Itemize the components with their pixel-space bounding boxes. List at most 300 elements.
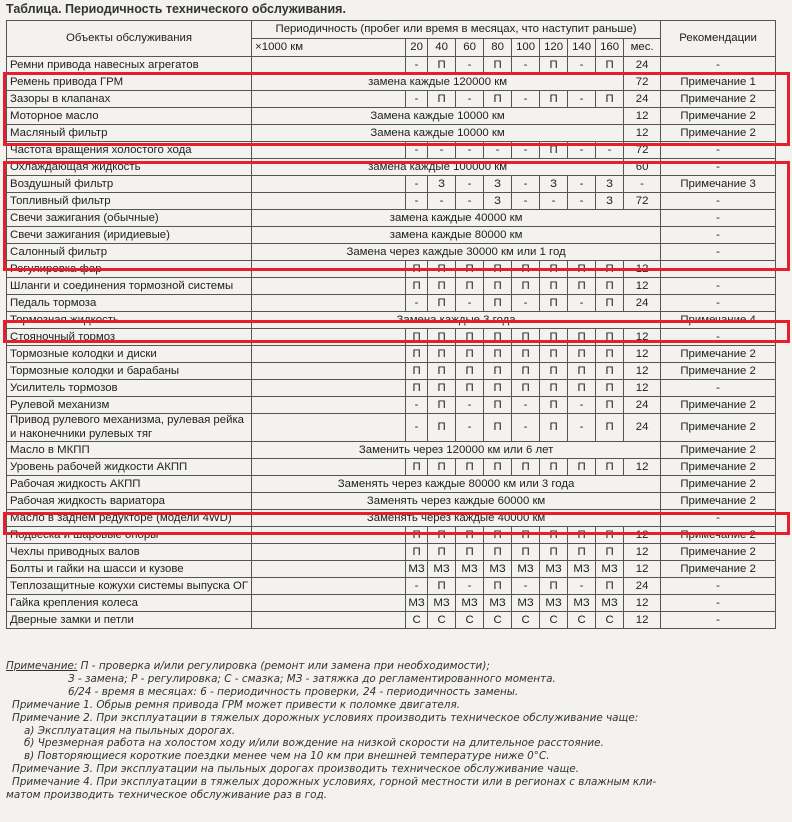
header-col-140: 140	[568, 39, 596, 57]
interval-cell: -	[406, 397, 428, 414]
note-text: в) Повторяющиеся короткие поездки менее чем на 10 км при внешней температуре ниже 0°С.	[24, 750, 550, 763]
interval-cell: -	[406, 578, 428, 595]
interval-cell: П	[540, 346, 568, 363]
interval-cell: П	[428, 578, 456, 595]
interval-cell: МЗ	[568, 595, 596, 612]
table-row	[7, 312, 776, 329]
interval-cell: П	[406, 278, 428, 295]
interval-cell: П	[512, 329, 540, 346]
interval-cell: -	[406, 91, 428, 108]
header-col-80: 80	[484, 39, 512, 57]
interval-cell: С	[484, 612, 512, 629]
interval-cell: -	[456, 193, 484, 210]
item-name: Салонный фильтр	[7, 244, 252, 261]
months-cell: 12	[624, 108, 661, 125]
interval-cell: З	[484, 193, 512, 210]
interval-span: Замена каждые 3 года	[252, 312, 661, 329]
interval-cell: П	[568, 363, 596, 380]
note-line	[6, 750, 788, 763]
recommendation-cell: Примечание 2	[661, 125, 776, 142]
interval-cell: П	[428, 527, 456, 544]
interval-cell: -	[512, 91, 540, 108]
interval-cell: П	[568, 544, 596, 561]
blank-cell	[252, 414, 406, 442]
item-name: Стояночный тормоз	[7, 329, 252, 346]
table-row	[7, 74, 776, 91]
interval-cell: -	[512, 295, 540, 312]
recommendation-cell: -	[661, 278, 776, 295]
months-cell: 12	[624, 595, 661, 612]
recommendation-cell: Примечание 2	[661, 544, 776, 561]
interval-cell: П	[428, 459, 456, 476]
interval-cell: -	[456, 397, 484, 414]
blank-cell	[252, 329, 406, 346]
note-label: Примечание:	[6, 660, 78, 672]
interval-cell: П	[406, 346, 428, 363]
interval-span: Заменять через каждые 80000 км или 3 года	[252, 476, 661, 493]
interval-cell: МЗ	[428, 595, 456, 612]
interval-span: Заменять через каждые 60000 км	[252, 493, 661, 510]
recommendation-cell: Примечание 2	[661, 442, 776, 459]
months-cell: 12	[624, 527, 661, 544]
interval-cell: П	[484, 380, 512, 397]
interval-cell: П	[484, 261, 512, 278]
interval-cell: П	[406, 459, 428, 476]
interval-cell: П	[568, 527, 596, 544]
item-name: Регулировка фар	[7, 261, 252, 278]
recommendation-cell: -	[661, 244, 776, 261]
recommendation-cell: -	[661, 510, 776, 527]
table-row	[7, 329, 776, 346]
blank-cell	[252, 295, 406, 312]
recommendation-cell: -	[661, 227, 776, 244]
table-row	[7, 510, 776, 527]
interval-cell: П	[406, 329, 428, 346]
interval-cell: -	[456, 176, 484, 193]
interval-cell: П	[512, 544, 540, 561]
interval-cell: П	[596, 329, 624, 346]
interval-cell: -	[596, 142, 624, 159]
item-name: Дверные замки и петли	[7, 612, 252, 629]
interval-cell: МЗ	[406, 561, 428, 578]
interval-cell: П	[484, 57, 512, 74]
footnotes	[6, 660, 788, 802]
recommendation-cell: -	[661, 329, 776, 346]
interval-cell: С	[456, 612, 484, 629]
item-name: Топливный фильтр	[7, 193, 252, 210]
table-row	[7, 159, 776, 176]
interval-cell: -	[456, 57, 484, 74]
interval-cell: З	[540, 176, 568, 193]
interval-span: замена каждые 80000 км	[252, 227, 661, 244]
interval-cell: -	[568, 397, 596, 414]
interval-cell: -	[428, 193, 456, 210]
interval-cell: П	[540, 91, 568, 108]
note-line	[6, 737, 788, 750]
interval-cell: П	[484, 459, 512, 476]
item-name: Гайка крепления колеса	[7, 595, 252, 612]
interval-cell: -	[512, 57, 540, 74]
header-months: мес.	[624, 39, 661, 57]
interval-cell: П	[540, 397, 568, 414]
interval-cell: МЗ	[568, 561, 596, 578]
interval-cell: МЗ	[512, 561, 540, 578]
maintenance-table	[6, 20, 776, 629]
item-name: Моторное масло	[7, 108, 252, 125]
interval-cell: П	[596, 578, 624, 595]
interval-cell: -	[428, 142, 456, 159]
item-name: Педаль тормоза	[7, 295, 252, 312]
interval-cell: -	[512, 578, 540, 595]
interval-cell: -	[568, 578, 596, 595]
recommendation-cell: Примечание 2	[661, 91, 776, 108]
note-line	[6, 725, 788, 738]
interval-span: замена каждые 100000 км	[252, 159, 624, 176]
months-cell: 60	[624, 159, 661, 176]
interval-cell: П	[596, 57, 624, 74]
interval-cell: МЗ	[456, 561, 484, 578]
header-col-120: 120	[540, 39, 568, 57]
interval-cell: П	[512, 527, 540, 544]
interval-cell: МЗ	[596, 561, 624, 578]
interval-cell: -	[456, 578, 484, 595]
interval-cell: П	[456, 459, 484, 476]
recommendation-cell: -	[661, 578, 776, 595]
interval-cell: П	[428, 261, 456, 278]
interval-cell: П	[484, 91, 512, 108]
interval-cell: С	[568, 612, 596, 629]
interval-cell: П	[484, 329, 512, 346]
note-line	[6, 712, 788, 725]
item-name: Тормозная жидкость	[7, 312, 252, 329]
item-name: Подвеска и шаровые опоры	[7, 527, 252, 544]
months-cell: 12	[624, 329, 661, 346]
table-row	[7, 176, 776, 193]
interval-cell: -	[484, 142, 512, 159]
interval-cell: П	[428, 380, 456, 397]
table-title: Таблица. Периодичность технического обслуживания.	[6, 2, 346, 16]
interval-cell: П	[568, 329, 596, 346]
header-col-40: 40	[428, 39, 456, 57]
note-text: З - замена; Р - регулировка; С - смазка; МЗ - затяжка до регламентированного момента.	[68, 672, 556, 685]
blank-cell	[252, 57, 406, 74]
interval-cell: П	[512, 346, 540, 363]
item-name: Масло в заднем редукторе (модели 4WD)	[7, 510, 252, 527]
note-text: Примечание 2. При эксплуатации в тяжелых дорожных условиях производить техническое обслуживание чаще:	[12, 711, 639, 724]
interval-cell: П	[568, 278, 596, 295]
interval-cell: П	[540, 261, 568, 278]
blank-cell	[252, 142, 406, 159]
header-col-160: 160	[596, 39, 624, 57]
table-row	[7, 57, 776, 74]
interval-cell: З	[428, 176, 456, 193]
interval-cell: -	[540, 193, 568, 210]
recommendation-cell: -	[661, 193, 776, 210]
recommendation-cell: Примечание 2	[661, 459, 776, 476]
interval-cell: П	[540, 544, 568, 561]
table-row	[7, 363, 776, 380]
interval-cell: МЗ	[484, 595, 512, 612]
table-row	[7, 561, 776, 578]
interval-span: замена каждые 40000 км	[252, 210, 661, 227]
header-col-60: 60	[456, 39, 484, 57]
months-cell: 12	[624, 363, 661, 380]
item-name: Воздушный фильтр	[7, 176, 252, 193]
interval-cell: П	[406, 527, 428, 544]
item-name: Рабочая жидкость вариатора	[7, 493, 252, 510]
blank-cell	[252, 278, 406, 295]
recommendation-cell: Примечание 2	[661, 108, 776, 125]
table-row	[7, 91, 776, 108]
interval-cell: МЗ	[456, 595, 484, 612]
interval-cell: П	[596, 346, 624, 363]
item-name: Зазоры в клапанах	[7, 91, 252, 108]
recommendation-cell: Примечание 1	[661, 74, 776, 91]
recommendation-cell: -	[661, 295, 776, 312]
months-cell: 12	[624, 459, 661, 476]
months-cell: 12	[624, 380, 661, 397]
table-row	[7, 295, 776, 312]
interval-cell: МЗ	[428, 561, 456, 578]
note-line	[6, 789, 788, 802]
interval-cell: МЗ	[540, 561, 568, 578]
recommendation-cell: -	[661, 595, 776, 612]
blank-cell	[252, 561, 406, 578]
blank-cell	[252, 612, 406, 629]
blank-cell	[252, 346, 406, 363]
note-text: матом производить техническое обслуживание раз в год.	[6, 789, 328, 802]
interval-cell: П	[456, 527, 484, 544]
interval-cell: П	[428, 295, 456, 312]
blank-cell	[252, 91, 406, 108]
table-row	[7, 527, 776, 544]
interval-cell: П	[596, 527, 624, 544]
interval-cell: П	[484, 346, 512, 363]
interval-cell: П	[540, 363, 568, 380]
blank-cell	[252, 527, 406, 544]
interval-cell: П	[512, 278, 540, 295]
interval-span: Замена через каждые 30000 км или 1 год	[252, 244, 661, 261]
months-cell: 12	[624, 125, 661, 142]
table-row	[7, 476, 776, 493]
recommendation-cell: Примечание 3	[661, 176, 776, 193]
interval-cell: П	[596, 363, 624, 380]
interval-span: Заменять через каждые 40000 км	[252, 510, 661, 527]
table-row	[7, 278, 776, 295]
blank-cell	[252, 363, 406, 380]
blank-cell	[252, 380, 406, 397]
interval-cell: -	[568, 193, 596, 210]
interval-cell: П	[456, 544, 484, 561]
months-cell: 24	[624, 57, 661, 74]
table-row	[7, 612, 776, 629]
interval-cell: МЗ	[596, 595, 624, 612]
interval-cell: П	[512, 261, 540, 278]
table-row	[7, 108, 776, 125]
table-row	[7, 544, 776, 561]
interval-cell: П	[596, 459, 624, 476]
interval-cell: П	[406, 261, 428, 278]
blank-cell	[252, 595, 406, 612]
note-line	[6, 686, 788, 699]
interval-cell: П	[484, 414, 512, 442]
item-name: Шланги и соединения тормозной системы	[7, 278, 252, 295]
table-row	[7, 442, 776, 459]
item-name: Тормозные колодки и барабаны	[7, 363, 252, 380]
interval-cell: -	[406, 142, 428, 159]
note-text: Примечание 1. Обрыв ремня привода ГРМ может привести к поломке двигателя.	[12, 698, 460, 711]
blank-cell	[252, 397, 406, 414]
interval-cell: П	[406, 380, 428, 397]
interval-cell: П	[540, 578, 568, 595]
interval-cell: П	[428, 397, 456, 414]
months-cell: 24	[624, 397, 661, 414]
months-cell: 24	[624, 578, 661, 595]
table-row	[7, 414, 776, 442]
item-name: Масляный фильтр	[7, 125, 252, 142]
table-row	[7, 244, 776, 261]
interval-cell: П	[512, 380, 540, 397]
interval-cell: -	[568, 176, 596, 193]
interval-cell: П	[484, 544, 512, 561]
item-name: Усилитель тормозов	[7, 380, 252, 397]
months-cell: -	[624, 176, 661, 193]
recommendation-cell: -	[661, 380, 776, 397]
interval-cell: П	[456, 329, 484, 346]
item-name: Свечи зажигания (обычные)	[7, 210, 252, 227]
interval-cell: З	[484, 176, 512, 193]
item-name: Масло в МКПП	[7, 442, 252, 459]
note-text: 6/24 - время в месяцах: 6 - периодичность проверки, 24 - периодичность замены.	[68, 685, 519, 698]
interval-cell: П	[540, 380, 568, 397]
header-period: Периодичность (пробег или время в месяцах, что наступит раньше)	[252, 21, 661, 39]
months-cell: 12	[624, 544, 661, 561]
interval-cell: С	[512, 612, 540, 629]
item-name: Болты и гайки на шасси и кузове	[7, 561, 252, 578]
header-col-20: 20	[406, 39, 428, 57]
interval-cell: П	[428, 414, 456, 442]
months-cell: 72	[624, 74, 661, 91]
note-line	[6, 673, 788, 686]
interval-cell: П	[596, 295, 624, 312]
interval-cell: П	[484, 578, 512, 595]
item-name: Уровень рабочей жидкости АКПП	[7, 459, 252, 476]
note-text: а) Эксплуатация на пыльных дорогах.	[24, 724, 236, 737]
interval-cell: -	[512, 414, 540, 442]
interval-cell: П	[540, 459, 568, 476]
note-line	[6, 763, 788, 776]
interval-cell: П	[568, 346, 596, 363]
interval-cell: П	[596, 380, 624, 397]
interval-cell: П	[540, 295, 568, 312]
recommendation-cell: -	[661, 159, 776, 176]
table-row	[7, 142, 776, 159]
interval-cell: -	[406, 57, 428, 74]
item-name: Чехлы приводных валов	[7, 544, 252, 561]
interval-cell: П	[484, 278, 512, 295]
interval-cell: П	[456, 278, 484, 295]
interval-cell: МЗ	[484, 561, 512, 578]
interval-cell: П	[596, 414, 624, 442]
interval-cell: П	[596, 397, 624, 414]
header-objects: Объекты обслуживания	[7, 21, 252, 57]
blank-cell	[252, 261, 406, 278]
interval-cell: П	[428, 346, 456, 363]
item-name: Ремни привода навесных агрегатов	[7, 57, 252, 74]
interval-cell: МЗ	[512, 595, 540, 612]
table-row	[7, 595, 776, 612]
interval-cell: П	[456, 363, 484, 380]
interval-cell: П	[456, 380, 484, 397]
table-row	[7, 346, 776, 363]
recommendation-cell: Примечание 2	[661, 476, 776, 493]
interval-span: Заменить через 120000 км или 6 лет	[252, 442, 661, 459]
interval-cell: П	[512, 459, 540, 476]
recommendation-cell: -	[661, 261, 776, 278]
item-name: Рулевой механизм	[7, 397, 252, 414]
table-row	[7, 227, 776, 244]
interval-span: Замена каждые 10000 км	[252, 125, 624, 142]
header-km-unit: ×1000 км	[252, 39, 406, 57]
months-cell: 12	[624, 261, 661, 278]
interval-cell: П	[484, 363, 512, 380]
months-cell: 72	[624, 193, 661, 210]
interval-span: замена каждые 120000 км	[252, 74, 624, 91]
interval-cell: П	[428, 363, 456, 380]
interval-cell: П	[484, 295, 512, 312]
recommendation-cell: Примечание 4	[661, 312, 776, 329]
item-name: Охлаждающая жидкость	[7, 159, 252, 176]
table-row	[7, 493, 776, 510]
table-row	[7, 459, 776, 476]
interval-cell: П	[406, 363, 428, 380]
note-text: б) Чрезмерная работа на холостом ходу и/или вождение на низкой скорости на длительное расстояние.	[24, 737, 604, 750]
interval-cell: П	[406, 544, 428, 561]
interval-cell: -	[406, 193, 428, 210]
note-line	[6, 660, 788, 673]
interval-cell: П	[540, 142, 568, 159]
blank-cell	[252, 193, 406, 210]
months-cell: 24	[624, 414, 661, 442]
interval-cell: П	[428, 544, 456, 561]
item-name: Тормозные колодки и диски	[7, 346, 252, 363]
blank-cell	[252, 578, 406, 595]
interval-cell: -	[568, 57, 596, 74]
interval-span: Замена каждые 10000 км	[252, 108, 624, 125]
recommendation-cell: -	[661, 57, 776, 74]
note-text: Примечание 4. При эксплуатации в тяжелых дорожных условиях, горной местности или в регионах с влажным кли-	[12, 776, 657, 789]
interval-cell: З	[596, 176, 624, 193]
table-row	[7, 578, 776, 595]
interval-cell: П	[428, 57, 456, 74]
table-row	[7, 380, 776, 397]
interval-cell: С	[596, 612, 624, 629]
interval-cell: -	[456, 142, 484, 159]
table-row	[7, 397, 776, 414]
interval-cell: П	[596, 278, 624, 295]
recommendation-cell: Примечание 2	[661, 561, 776, 578]
note-line	[6, 776, 788, 789]
interval-cell: П	[540, 278, 568, 295]
interval-cell: -	[406, 414, 428, 442]
months-cell: 12	[624, 561, 661, 578]
header-row-1	[7, 21, 776, 39]
interval-cell: П	[540, 414, 568, 442]
months-cell: 12	[624, 346, 661, 363]
table-row	[7, 210, 776, 227]
recommendation-cell: Примечание 2	[661, 527, 776, 544]
interval-cell: П	[512, 363, 540, 380]
